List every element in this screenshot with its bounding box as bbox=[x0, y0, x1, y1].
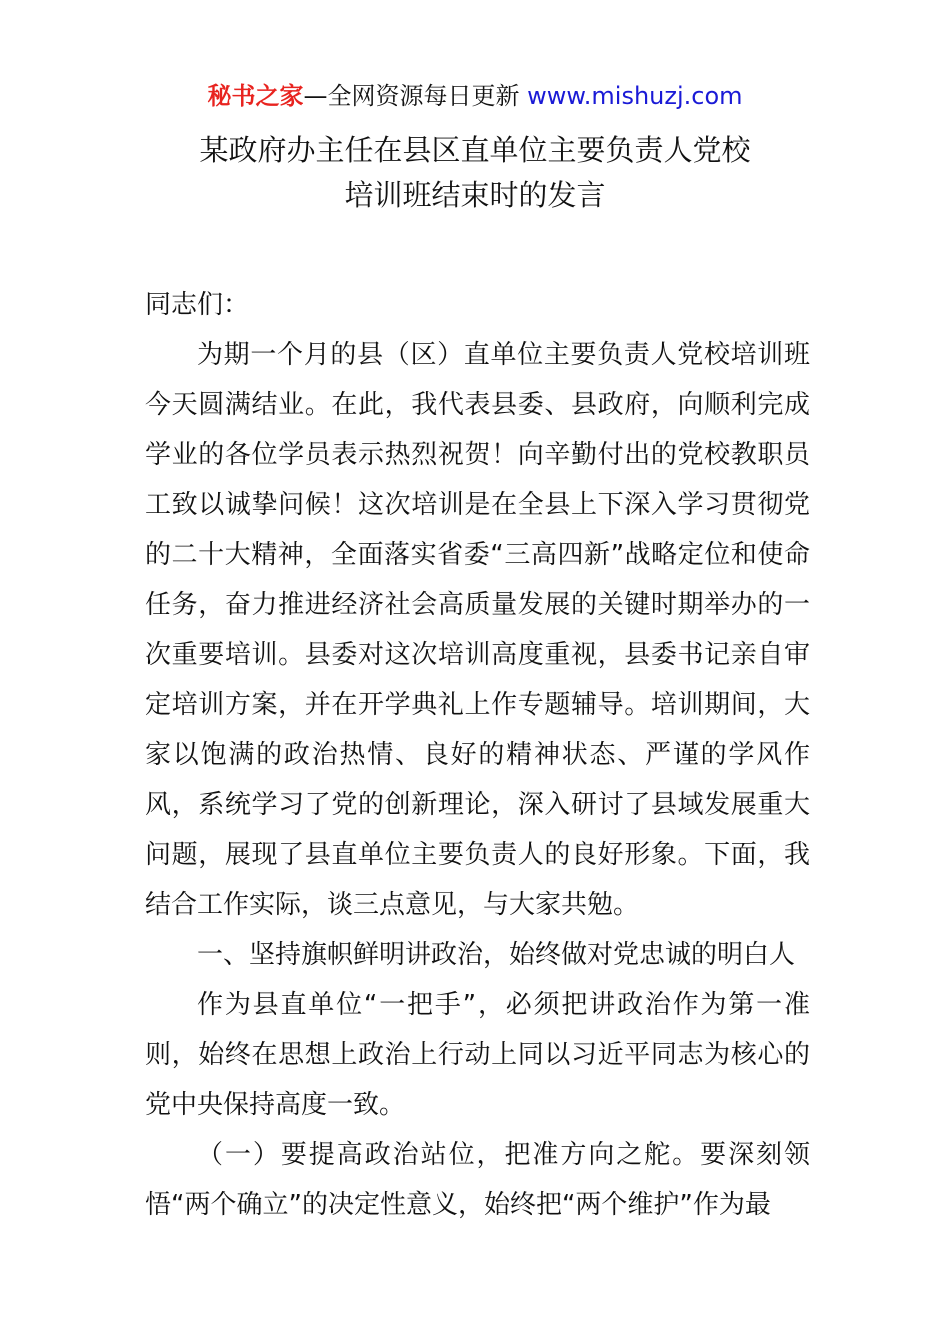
document-title-line-2: 培训班结束时的发言 bbox=[344, 178, 606, 212]
site-url-link[interactable]: www.mishuzj.com bbox=[527, 82, 743, 110]
document-title bbox=[0, 128, 950, 218]
salutation: 同志们： bbox=[145, 290, 250, 320]
site-brand: 秘书之家 bbox=[207, 82, 304, 110]
paragraph-intro: 为期一个月的县（区）直单位主要负责人党校培训班今天圆满结业。在此，我代表县委、县政府，向顺利完成学业的各位学员表示热烈祝贺！向辛勤付出的党校教职员工致以诚挚问候！这次培训是在全县上下深入学习贯彻党的二十大精神，全面落实省委“三高四新”战略定位和使命任务，奋力推进经济社会高质量发展的关键时期举办的一次重要培训。县委对这次培训高度重视，县委书记亲自审定培训方案，并在开学典礼上作专题辅导。培训期间，大家以饱满的政治热情、良好的精神状态、严谨的学风作风，系统学习了党的创新理论，深入研讨了县域发展重大问题，展现了县直单位主要负责人的良好形象。下面，我结合工作实际，谈三点意见，与大家共勉。 bbox=[145, 340, 810, 920]
site-tagline: —全网资源每日更新 bbox=[303, 82, 528, 110]
section-heading-1: 一、坚持旗帜鲜明讲政治，始终做对党忠诚的明白人 bbox=[197, 940, 796, 970]
document-body bbox=[145, 280, 810, 1230]
paragraph-section-1: 作为县直单位“一把手”，必须把讲政治作为第一准则，始终在思想上政治上行动上同以习近平同志为核心的党中央保持高度一致。 bbox=[145, 990, 810, 1120]
paragraph-subsection-1: （一）要提高政治站位，把准方向之舵。要深刻领悟“两个确立”的决定性意义，始终把“两个维护”作为最 bbox=[145, 1140, 810, 1220]
site-header bbox=[0, 80, 950, 112]
document-title-line-1: 某政府办主任在县区直单位主要负责人党校 bbox=[199, 133, 751, 167]
